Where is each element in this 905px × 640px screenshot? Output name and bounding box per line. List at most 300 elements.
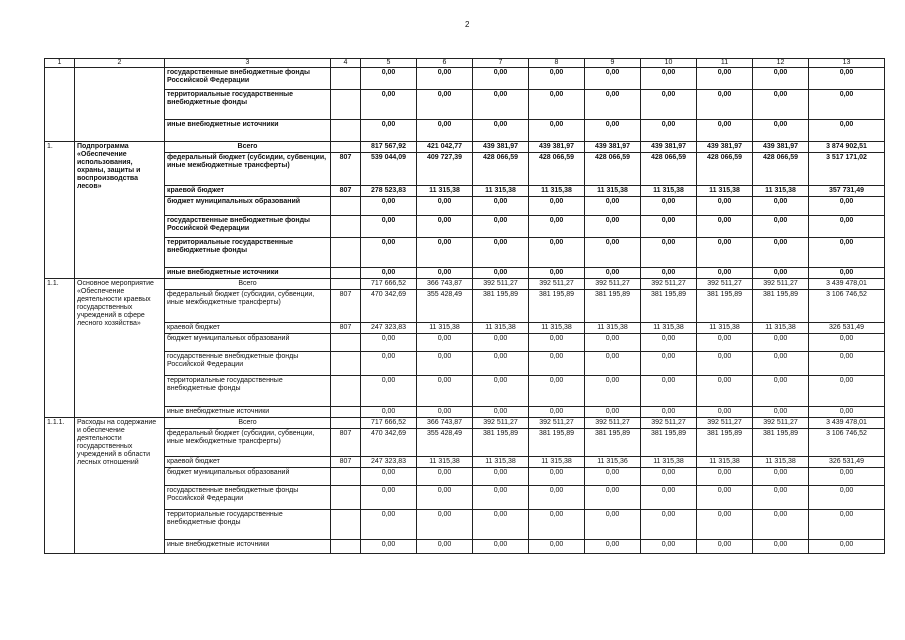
- table-row: [45, 323, 885, 334]
- value-cell: 0,00: [697, 376, 753, 407]
- value-cell: 0,00: [473, 352, 529, 376]
- budget-code: [331, 268, 361, 279]
- value-cell: 0,00: [697, 540, 753, 554]
- value-cell: 381 195,89: [473, 290, 529, 323]
- total-value-cell: 0,00: [809, 268, 885, 279]
- table-row: [45, 279, 885, 290]
- funding-source-label: государственные внебюджетные фонды Российской Федерации: [165, 352, 331, 376]
- item-number: [45, 68, 75, 142]
- value-cell: 0,00: [753, 352, 809, 376]
- value-cell: 381 195,89: [585, 429, 641, 457]
- value-cell: 439 381,97: [473, 142, 529, 153]
- budget-code: [331, 352, 361, 376]
- value-cell: 0,00: [641, 352, 697, 376]
- value-cell: 11 315,38: [417, 323, 473, 334]
- value-cell: 0,00: [529, 486, 585, 510]
- funding-source-label: иные внебюджетные источники: [165, 540, 331, 554]
- total-value-cell: 0,00: [809, 486, 885, 510]
- value-cell: 0,00: [641, 238, 697, 268]
- value-cell: 0,00: [361, 120, 417, 142]
- total-label: Всего: [165, 279, 331, 290]
- value-cell: 0,00: [753, 238, 809, 268]
- value-cell: 392 511,27: [529, 418, 585, 429]
- funding-source-label: федеральный бюджет (субсидии, субвенции, иные межбюджетные трансферты): [165, 153, 331, 186]
- budget-code: [331, 540, 361, 554]
- page-number: 2: [465, 20, 470, 29]
- value-cell: 0,00: [473, 540, 529, 554]
- item-name: Подпрограмма «Обеспечение использования, охраны, защиты и воспроизводства лесов»: [75, 142, 165, 279]
- value-cell: 11 315,38: [473, 457, 529, 468]
- value-cell: 0,00: [753, 334, 809, 352]
- value-cell: 0,00: [697, 510, 753, 540]
- value-cell: 0,00: [697, 352, 753, 376]
- value-cell: 0,00: [473, 407, 529, 418]
- value-cell: 0,00: [473, 197, 529, 216]
- value-cell: 0,00: [585, 540, 641, 554]
- value-cell: 439 381,97: [753, 142, 809, 153]
- total-value-cell: 0,00: [809, 334, 885, 352]
- budget-code: 807: [331, 429, 361, 457]
- value-cell: 0,00: [753, 407, 809, 418]
- value-cell: 11 315,38: [529, 457, 585, 468]
- value-cell: 11 315,38: [641, 186, 697, 197]
- value-cell: 381 195,89: [753, 429, 809, 457]
- value-cell: 381 195,89: [529, 429, 585, 457]
- value-cell: 392 511,27: [697, 279, 753, 290]
- value-cell: 439 381,97: [585, 142, 641, 153]
- value-cell: 11 315,38: [697, 457, 753, 468]
- value-cell: 717 666,52: [361, 279, 417, 290]
- value-cell: 0,00: [361, 238, 417, 268]
- value-cell: 0,00: [753, 197, 809, 216]
- value-cell: 0,00: [361, 510, 417, 540]
- value-cell: 0,00: [697, 90, 753, 120]
- total-value-cell: 3 874 902,51: [809, 142, 885, 153]
- table-row: [45, 153, 885, 186]
- budget-code: [331, 142, 361, 153]
- table-row: [45, 90, 885, 120]
- table-row: [45, 468, 885, 486]
- total-value-cell: 0,00: [809, 407, 885, 418]
- value-cell: 0,00: [473, 120, 529, 142]
- value-cell: 11 315,38: [417, 186, 473, 197]
- budget-code: 807: [331, 457, 361, 468]
- column-header-1: 1: [45, 59, 75, 68]
- value-cell: 0,00: [585, 238, 641, 268]
- value-cell: 421 042,77: [417, 142, 473, 153]
- value-cell: 0,00: [585, 352, 641, 376]
- budget-code: [331, 238, 361, 268]
- value-cell: 0,00: [417, 216, 473, 238]
- column-header-13: 13: [809, 59, 885, 68]
- value-cell: 381 195,89: [529, 290, 585, 323]
- total-value-cell: 0,00: [809, 68, 885, 90]
- value-cell: 0,00: [585, 268, 641, 279]
- value-cell: 0,00: [753, 120, 809, 142]
- table-row: [45, 510, 885, 540]
- value-cell: 470 342,69: [361, 290, 417, 323]
- value-cell: 0,00: [417, 268, 473, 279]
- header-row: [45, 59, 885, 68]
- budget-code: [331, 90, 361, 120]
- table-row: [45, 290, 885, 323]
- value-cell: 0,00: [529, 120, 585, 142]
- funding-source-label: территориальные государственные внебюджетные фонды: [165, 90, 331, 120]
- total-value-cell: 0,00: [809, 540, 885, 554]
- funding-source-label: федеральный бюджет (субсидии, субвенции, иные межбюджетные трансферты): [165, 290, 331, 323]
- value-cell: 439 381,97: [641, 142, 697, 153]
- funding-source-label: территориальные государственные внебюджетные фонды: [165, 510, 331, 540]
- value-cell: 0,00: [753, 510, 809, 540]
- column-header-5: 5: [361, 59, 417, 68]
- value-cell: 0,00: [753, 468, 809, 486]
- value-cell: 0,00: [361, 68, 417, 90]
- table-row: [45, 407, 885, 418]
- value-cell: 0,00: [361, 376, 417, 407]
- value-cell: 439 381,97: [697, 142, 753, 153]
- value-cell: 11 315,38: [473, 323, 529, 334]
- table-row: [45, 334, 885, 352]
- value-cell: 0,00: [585, 407, 641, 418]
- value-cell: 0,00: [473, 334, 529, 352]
- funding-source-label: государственные внебюджетные фонды Российской Федерации: [165, 486, 331, 510]
- budget-code: [331, 120, 361, 142]
- value-cell: 409 727,39: [417, 153, 473, 186]
- value-cell: 278 523,83: [361, 186, 417, 197]
- table-row: [45, 486, 885, 510]
- funding-source-label: бюджет муниципальных образований: [165, 334, 331, 352]
- table-row: [45, 68, 885, 90]
- value-cell: 392 511,27: [473, 418, 529, 429]
- value-cell: 0,00: [585, 376, 641, 407]
- value-cell: 0,00: [529, 90, 585, 120]
- total-value-cell: 0,00: [809, 216, 885, 238]
- total-value-cell: 0,00: [809, 510, 885, 540]
- value-cell: 11 315,38: [753, 323, 809, 334]
- value-cell: 0,00: [641, 216, 697, 238]
- table-row: [45, 352, 885, 376]
- value-cell: 0,00: [473, 90, 529, 120]
- value-cell: 0,00: [529, 268, 585, 279]
- value-cell: 0,00: [697, 407, 753, 418]
- value-cell: 11 315,38: [529, 186, 585, 197]
- value-cell: 392 511,27: [585, 279, 641, 290]
- value-cell: 392 511,27: [473, 279, 529, 290]
- funding-source-label: краевой бюджет: [165, 323, 331, 334]
- value-cell: 0,00: [361, 268, 417, 279]
- value-cell: 381 195,89: [697, 290, 753, 323]
- value-cell: 0,00: [417, 468, 473, 486]
- column-header-2: 2: [75, 59, 165, 68]
- table-row: [45, 457, 885, 468]
- value-cell: 0,00: [473, 468, 529, 486]
- value-cell: 0,00: [753, 486, 809, 510]
- column-header-10: 10: [641, 59, 697, 68]
- item-number: 1.1.1.: [45, 418, 75, 554]
- value-cell: 0,00: [697, 68, 753, 90]
- table-row: [45, 197, 885, 216]
- value-cell: 0,00: [529, 216, 585, 238]
- value-cell: 0,00: [529, 510, 585, 540]
- value-cell: 11 315,38: [641, 457, 697, 468]
- value-cell: 0,00: [417, 334, 473, 352]
- budget-code: [331, 197, 361, 216]
- budget-code: 807: [331, 186, 361, 197]
- value-cell: 0,00: [473, 68, 529, 90]
- value-cell: 0,00: [585, 468, 641, 486]
- value-cell: 392 511,27: [641, 279, 697, 290]
- value-cell: 0,00: [753, 90, 809, 120]
- value-cell: 0,00: [697, 486, 753, 510]
- table-row: [45, 186, 885, 197]
- value-cell: 0,00: [417, 352, 473, 376]
- value-cell: 11 315,38: [473, 186, 529, 197]
- value-cell: 392 511,27: [641, 418, 697, 429]
- item-name: Расходы на содержание и обеспечение деятельности государственных учреждений в области лесных отношений: [75, 418, 165, 554]
- total-value-cell: 0,00: [809, 238, 885, 268]
- value-cell: 0,00: [641, 197, 697, 216]
- value-cell: 392 511,27: [529, 279, 585, 290]
- value-cell: 392 511,27: [753, 279, 809, 290]
- value-cell: 11 315,38: [585, 323, 641, 334]
- value-cell: 0,00: [529, 197, 585, 216]
- table-row: [45, 429, 885, 457]
- budget-code: [331, 510, 361, 540]
- value-cell: 11 315,38: [697, 186, 753, 197]
- value-cell: 247 323,83: [361, 457, 417, 468]
- table-row: [45, 238, 885, 268]
- value-cell: 428 066,59: [529, 153, 585, 186]
- value-cell: 392 511,27: [585, 418, 641, 429]
- column-header-8: 8: [529, 59, 585, 68]
- total-value-cell: 0,00: [809, 376, 885, 407]
- column-header-9: 9: [585, 59, 641, 68]
- value-cell: 0,00: [641, 376, 697, 407]
- value-cell: 392 511,27: [753, 418, 809, 429]
- value-cell: 355 428,49: [417, 290, 473, 323]
- value-cell: 428 066,59: [753, 153, 809, 186]
- value-cell: 0,00: [529, 540, 585, 554]
- total-value-cell: 0,00: [809, 352, 885, 376]
- budget-code: [331, 279, 361, 290]
- budget-code: [331, 418, 361, 429]
- value-cell: 0,00: [417, 510, 473, 540]
- value-cell: 0,00: [585, 90, 641, 120]
- total-value-cell: 3 106 746,52: [809, 429, 885, 457]
- value-cell: 0,00: [417, 540, 473, 554]
- value-cell: 0,00: [585, 486, 641, 510]
- table-row: [45, 268, 885, 279]
- value-cell: 381 195,89: [473, 429, 529, 457]
- value-cell: 0,00: [529, 376, 585, 407]
- value-cell: 428 066,59: [585, 153, 641, 186]
- value-cell: 0,00: [473, 216, 529, 238]
- column-header-7: 7: [473, 59, 529, 68]
- value-cell: 11 315,38: [529, 323, 585, 334]
- funding-source-label: федеральный бюджет (субсидии, субвенции, иные межбюджетные трансферты): [165, 429, 331, 457]
- value-cell: 0,00: [529, 238, 585, 268]
- value-cell: 11 315,38: [697, 323, 753, 334]
- value-cell: 0,00: [585, 334, 641, 352]
- funding-source-label: бюджет муниципальных образований: [165, 197, 331, 216]
- value-cell: 381 195,89: [585, 290, 641, 323]
- total-label: Всего: [165, 418, 331, 429]
- value-cell: 0,00: [641, 468, 697, 486]
- value-cell: 0,00: [417, 90, 473, 120]
- value-cell: 428 066,59: [697, 153, 753, 186]
- value-cell: 0,00: [361, 197, 417, 216]
- value-cell: 0,00: [473, 376, 529, 407]
- table-row: [45, 418, 885, 429]
- total-label: Всего: [165, 142, 331, 153]
- budget-code: [331, 376, 361, 407]
- value-cell: 381 195,89: [641, 429, 697, 457]
- value-cell: 0,00: [361, 216, 417, 238]
- value-cell: 0,00: [753, 540, 809, 554]
- value-cell: 0,00: [697, 238, 753, 268]
- value-cell: 11 315,38: [753, 186, 809, 197]
- value-cell: 0,00: [641, 120, 697, 142]
- total-value-cell: 357 731,49: [809, 186, 885, 197]
- value-cell: 0,00: [641, 407, 697, 418]
- budget-code: [331, 68, 361, 90]
- value-cell: 470 342,69: [361, 429, 417, 457]
- funding-source-label: иные внебюджетные источники: [165, 268, 331, 279]
- total-value-cell: 326 531,49: [809, 323, 885, 334]
- item-number: 1.1.: [45, 279, 75, 418]
- value-cell: 247 323,83: [361, 323, 417, 334]
- budget-code: [331, 407, 361, 418]
- value-cell: 0,00: [585, 510, 641, 540]
- value-cell: 0,00: [697, 197, 753, 216]
- value-cell: 381 195,89: [641, 290, 697, 323]
- value-cell: 0,00: [361, 352, 417, 376]
- funding-source-label: государственные внебюджетные фонды Российской Федерации: [165, 68, 331, 90]
- value-cell: 0,00: [529, 352, 585, 376]
- total-value-cell: 3 106 746,52: [809, 290, 885, 323]
- funding-source-label: бюджет муниципальных образований: [165, 468, 331, 486]
- value-cell: 0,00: [473, 238, 529, 268]
- budget-code: 807: [331, 323, 361, 334]
- funding-source-label: территориальные государственные внебюджетные фонды: [165, 376, 331, 407]
- total-value-cell: 326 531,49: [809, 457, 885, 468]
- value-cell: 817 567,92: [361, 142, 417, 153]
- funding-source-label: государственные внебюджетные фонды Российской Федерации: [165, 216, 331, 238]
- value-cell: 439 381,97: [529, 142, 585, 153]
- total-value-cell: 0,00: [809, 90, 885, 120]
- value-cell: 0,00: [697, 468, 753, 486]
- value-cell: 0,00: [529, 468, 585, 486]
- value-cell: 0,00: [753, 268, 809, 279]
- value-cell: 0,00: [361, 334, 417, 352]
- value-cell: 0,00: [417, 486, 473, 510]
- total-value-cell: 0,00: [809, 120, 885, 142]
- value-cell: 0,00: [697, 334, 753, 352]
- value-cell: 0,00: [417, 197, 473, 216]
- value-cell: 0,00: [529, 334, 585, 352]
- value-cell: 0,00: [417, 68, 473, 90]
- column-header-12: 12: [753, 59, 809, 68]
- value-cell: 0,00: [473, 486, 529, 510]
- column-header-3: 3: [165, 59, 331, 68]
- value-cell: 0,00: [641, 268, 697, 279]
- value-cell: 0,00: [361, 90, 417, 120]
- value-cell: 0,00: [417, 407, 473, 418]
- total-value-cell: 0,00: [809, 197, 885, 216]
- value-cell: 11 315,36: [585, 457, 641, 468]
- funding-source-label: территориальные государственные внебюджетные фонды: [165, 238, 331, 268]
- value-cell: 355 428,49: [417, 429, 473, 457]
- total-value-cell: 3 517 171,02: [809, 153, 885, 186]
- funding-source-label: краевой бюджет: [165, 186, 331, 197]
- budget-code: 807: [331, 290, 361, 323]
- value-cell: 0,00: [585, 197, 641, 216]
- value-cell: 0,00: [641, 510, 697, 540]
- column-header-4: 4: [331, 59, 361, 68]
- value-cell: 428 066,59: [641, 153, 697, 186]
- funding-source-label: иные внебюджетные источники: [165, 407, 331, 418]
- value-cell: 0,00: [361, 468, 417, 486]
- value-cell: 11 315,38: [585, 186, 641, 197]
- table-row: [45, 216, 885, 238]
- total-value-cell: 3 439 478,01: [809, 418, 885, 429]
- funding-source-label: иные внебюджетные источники: [165, 120, 331, 142]
- value-cell: 0,00: [585, 120, 641, 142]
- value-cell: 11 315,38: [753, 457, 809, 468]
- value-cell: 0,00: [753, 376, 809, 407]
- budget-code: [331, 216, 361, 238]
- budget-code: [331, 486, 361, 510]
- item-number: 1.: [45, 142, 75, 279]
- value-cell: 0,00: [697, 216, 753, 238]
- value-cell: 0,00: [417, 120, 473, 142]
- value-cell: 0,00: [641, 540, 697, 554]
- total-value-cell: 3 439 478,01: [809, 279, 885, 290]
- value-cell: 392 511,27: [697, 418, 753, 429]
- value-cell: 366 743,87: [417, 418, 473, 429]
- value-cell: 0,00: [697, 268, 753, 279]
- value-cell: 0,00: [473, 510, 529, 540]
- budget-code: [331, 468, 361, 486]
- value-cell: 0,00: [417, 238, 473, 268]
- budget-table: [44, 58, 885, 554]
- value-cell: 539 044,09: [361, 153, 417, 186]
- table-row: [45, 120, 885, 142]
- value-cell: 0,00: [361, 486, 417, 510]
- table-row: [45, 540, 885, 554]
- funding-source-label: краевой бюджет: [165, 457, 331, 468]
- value-cell: 0,00: [361, 407, 417, 418]
- value-cell: 0,00: [641, 90, 697, 120]
- value-cell: 0,00: [361, 540, 417, 554]
- value-cell: 381 195,89: [697, 429, 753, 457]
- value-cell: 0,00: [585, 68, 641, 90]
- value-cell: 0,00: [641, 334, 697, 352]
- value-cell: 0,00: [641, 486, 697, 510]
- total-value-cell: 0,00: [809, 468, 885, 486]
- value-cell: 0,00: [697, 120, 753, 142]
- value-cell: 0,00: [753, 216, 809, 238]
- table-row: [45, 376, 885, 407]
- item-name: Основное мероприятие «Обеспечение деятельности краевых государственных учреждений в сфере лесного хозяйства»: [75, 279, 165, 418]
- value-cell: 0,00: [417, 376, 473, 407]
- table-body: [45, 59, 885, 554]
- value-cell: 0,00: [641, 68, 697, 90]
- value-cell: 717 666,52: [361, 418, 417, 429]
- value-cell: 0,00: [529, 407, 585, 418]
- table-row: [45, 142, 885, 153]
- value-cell: 11 315,38: [641, 323, 697, 334]
